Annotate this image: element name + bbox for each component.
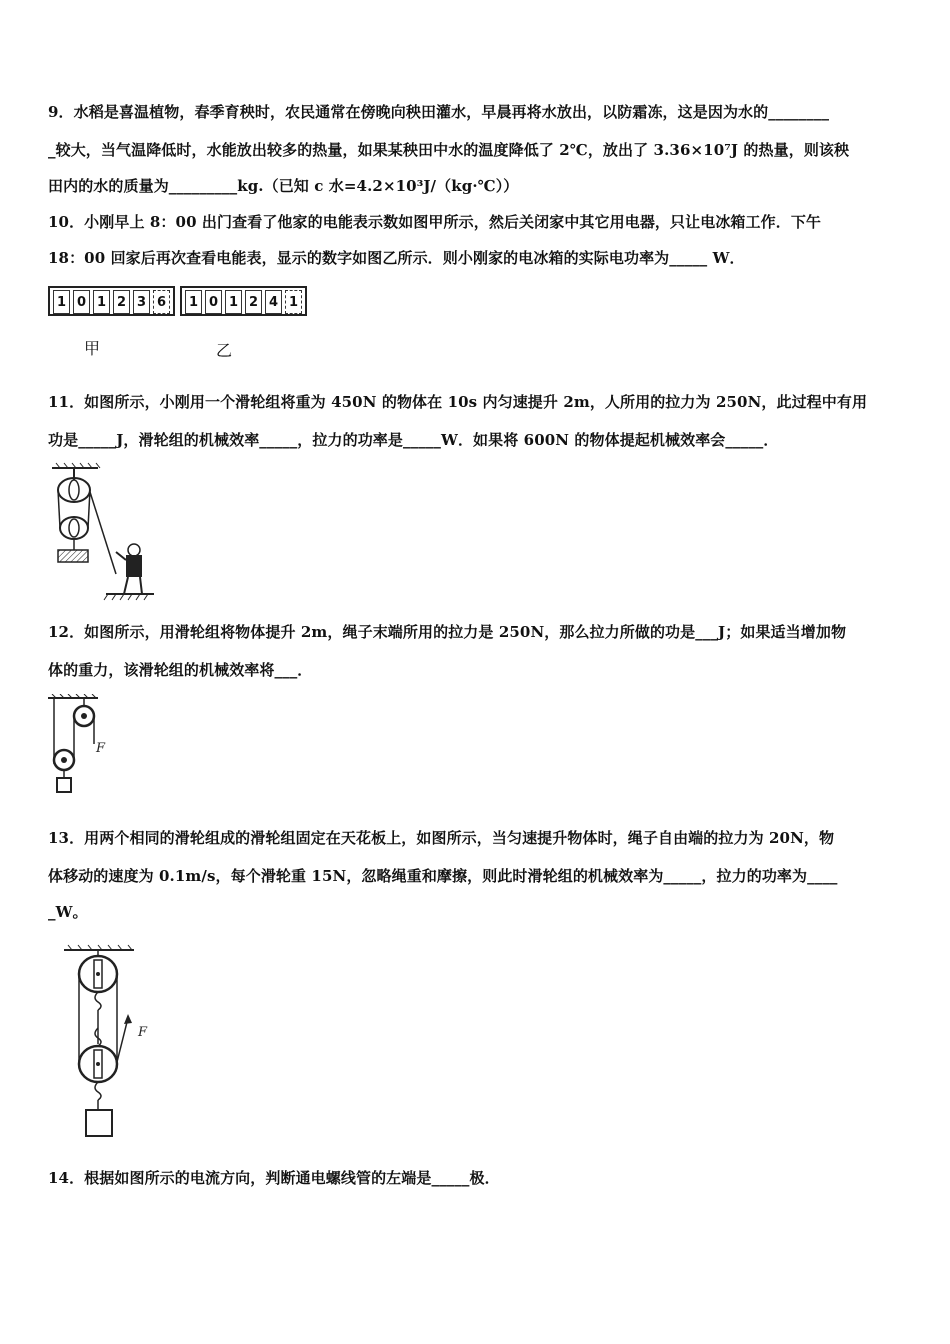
q12-line-2: 体的重力，该滑轮组的机械效率将___． [48,661,313,679]
meter-a-digit: 1 [53,290,70,314]
q11-pulley-figure [46,462,158,602]
q14-line-1: 14．根据如图所示的电流方向，判断通电螺线管的左端是_____极． [48,1169,500,1187]
meter-b-digit: 2 [245,290,262,314]
q9-line-1: 9．水稻是喜温植物，春季育秧时，农民通常在傍晚向秧田灌水，早晨再将水放出，以防霜冻，这是因为水的________ [48,103,830,121]
meter-a-digit: 6 [153,290,170,314]
meter-b [180,286,307,316]
meter-b-digit: 1 [185,290,202,314]
q13-force-label: F [138,1025,148,1040]
q11-line-1: 11．如图所示，小刚用一个滑轮组将重为 450N 的物体在 10s 内匀速提升 2m，人所用的拉力为 250N，此过程中有用 [48,393,868,411]
meter-b-digit: 4 [265,290,282,314]
meter-a [48,286,175,316]
meter-a-digit: 1 [93,290,110,314]
meter-b-digit: 1 [285,290,302,314]
meter-a-caption: 甲 [84,339,101,358]
q12-force-label: F [96,741,106,756]
meter-b-digit: 0 [205,290,222,314]
meter-a-digit: 0 [73,290,90,314]
q13-line-2: 体移动的速度为 0.1m/s，每个滑轮重 15N，忽略绳重和摩擦，则此时滑轮组的机械效率为_____，拉力的功率为____ [48,867,838,885]
meter-a-digit: 2 [113,290,130,314]
meter-b-caption: 乙 [216,341,233,360]
q12-pulley-figure [46,694,116,796]
q9-line-3: 田内的水的质量为_________kg.（已知 c 水=4.2×10³J/（kg·℃）） [48,177,519,195]
q10-line-2: 18：00 回家后再次查看电能表，显示的数字如图乙所示．则小刚家的电冰箱的实际电功率为_____ W． [48,249,745,267]
q9-line-2: _较大，当气温降低时，水能放出较多的热量，如果某秧田中水的温度降低了 2℃，放出了 3.36×10⁷J 的热量，则该秧 [48,141,850,159]
q12-line-1: 12．如图所示，用滑轮组将物体提升 2m，绳子末端所用的拉力是 250N，那么拉力所做的功是___J；如果适当增加物 [48,623,847,641]
meter-b-digit: 1 [225,290,242,314]
q13-line-3: _W。 [48,903,88,921]
meter-a-digit: 3 [133,290,150,314]
q13-line-1: 13．用两个相同的滑轮组成的滑轮组固定在天花板上，如图所示，当匀速提升物体时，绳子自由端的拉力为 20N，物 [48,829,835,847]
q11-line-2: 功是_____J，滑轮组的机械效率_____，拉力的功率是_____W．如果将 600N 的物体提起机械效率会_____． [48,431,779,449]
q10-line-1: 10．小刚早上 8：00 出门查看了他家的电能表示数如图甲所示，然后关闭家中其它用电器，只让电冰箱工作．下午 [48,213,822,231]
q13-pulley-figure [62,944,162,1140]
